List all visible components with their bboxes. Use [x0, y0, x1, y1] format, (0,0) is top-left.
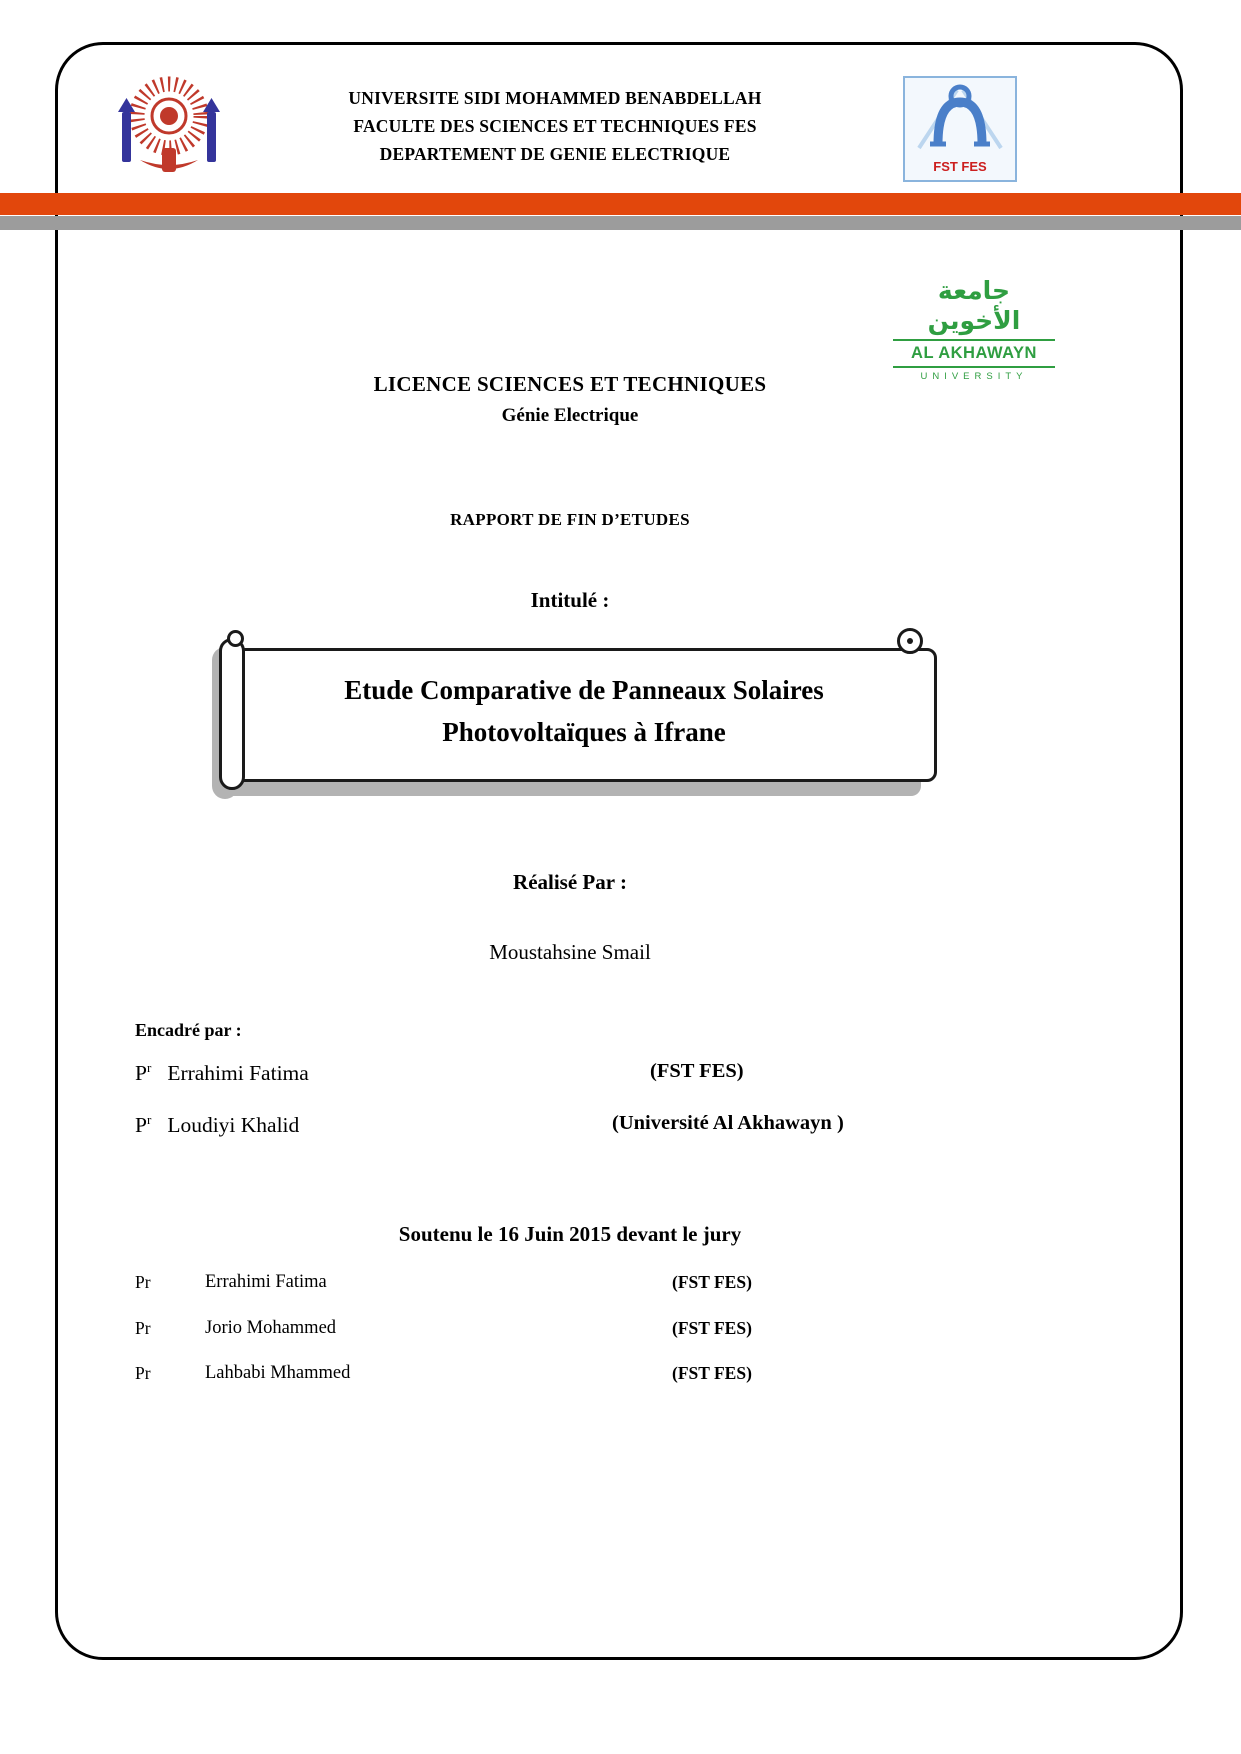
banner-curl-left-icon	[227, 630, 244, 647]
defense-heading: Soutenu le 16 Juin 2015 devant le jury	[398, 1222, 742, 1246]
usmba-logo	[110, 68, 228, 188]
al-akhawayn-arabic-text: جامعة الأخوين	[927, 276, 1021, 335]
intitule-block	[0, 588, 1140, 613]
report-type-block	[0, 510, 1140, 530]
title-banner	[205, 642, 937, 798]
supervisor-title: P	[135, 1061, 147, 1086]
university-header	[255, 84, 855, 168]
degree-line-2: Génie Electrique	[501, 405, 639, 426]
banner-curl-right-icon	[897, 628, 923, 654]
supervisor-affiliation: (FST FES)	[650, 1060, 744, 1082]
degree-block	[0, 372, 1140, 427]
jury-affiliation: (FST FES)	[672, 1363, 752, 1383]
accent-bar-orange	[0, 193, 1241, 215]
al-akhawayn-name: AL AKHAWAYN	[911, 344, 1037, 362]
accent-bar-gray	[0, 216, 1241, 230]
jury-name: Errahimi Fatima	[205, 1272, 327, 1292]
fst-fes-logo	[903, 76, 1017, 182]
supervisor-title-sup: r	[146, 1060, 152, 1075]
al-akhawayn-divider-top	[893, 339, 1055, 341]
jury-row	[0, 1363, 1241, 1393]
supervisor-name	[135, 1060, 309, 1086]
supervisors-label: Encadré par :	[135, 1020, 242, 1040]
fst-fes-emblem-icon	[905, 78, 1015, 156]
supervisor-title-sup: r	[146, 1112, 152, 1127]
report-title-line-2: Photovoltaïques à Ifrane	[442, 717, 726, 747]
usmba-emblem-icon	[110, 68, 228, 188]
author-name: Moustahsine Smail	[489, 940, 651, 964]
supervisor-title: P	[135, 1113, 147, 1138]
jury-title: Pr	[135, 1318, 151, 1338]
supervisor-name	[135, 1112, 299, 1138]
jury-row	[0, 1272, 1241, 1302]
banner-frame	[231, 648, 937, 782]
jury-affiliation: (FST FES)	[672, 1318, 752, 1338]
al-akhawayn-subtitle: UNIVERSITY	[920, 371, 1028, 382]
author-block	[0, 940, 1140, 965]
jury-title: Pr	[135, 1272, 151, 1292]
realise-block	[0, 870, 1140, 895]
report-type: RAPPORT DE FIN D’ETUDES	[450, 510, 690, 529]
report-title-line-1: Etude Comparative de Panneaux Solaires	[344, 675, 824, 705]
jury-row	[0, 1318, 1241, 1348]
fst-fes-label: FST FES	[933, 159, 987, 174]
degree-line-1: LICENCE SCIENCES ET TECHNIQUES	[373, 372, 767, 396]
supervisor-name-text: Errahimi Fatima	[167, 1061, 309, 1086]
realise-label: Réalisé Par :	[513, 870, 627, 894]
supervisor-affiliation: (Université Al Akhawayn )	[612, 1112, 844, 1134]
jury-name: Jorio Mohammed	[205, 1318, 337, 1338]
supervisor-row	[0, 1112, 1241, 1146]
defense-heading-block	[0, 1222, 1140, 1247]
jury-title: Pr	[135, 1363, 151, 1383]
supervisor-row	[0, 1060, 1241, 1094]
intitule-label: Intitulé :	[530, 588, 610, 612]
supervisor-name-text: Loudiyi Khalid	[167, 1113, 300, 1138]
jury-affiliation: (FST FES)	[672, 1272, 752, 1292]
header-line-2: FACULTE DES SCIENCES ET TECHNIQUES FES	[353, 116, 757, 136]
header-line-1: UNIVERSITE SIDI MOHAMMED BENABDELLAH	[348, 88, 762, 108]
al-akhawayn-logo	[893, 276, 1055, 382]
header-line-3: DEPARTEMENT DE GENIE ELECTRIQUE	[379, 144, 731, 164]
jury-name: Lahbabi Mhammed	[205, 1363, 351, 1383]
al-akhawayn-divider-bottom	[893, 366, 1055, 368]
banner-scroll-roll-icon	[219, 638, 245, 790]
